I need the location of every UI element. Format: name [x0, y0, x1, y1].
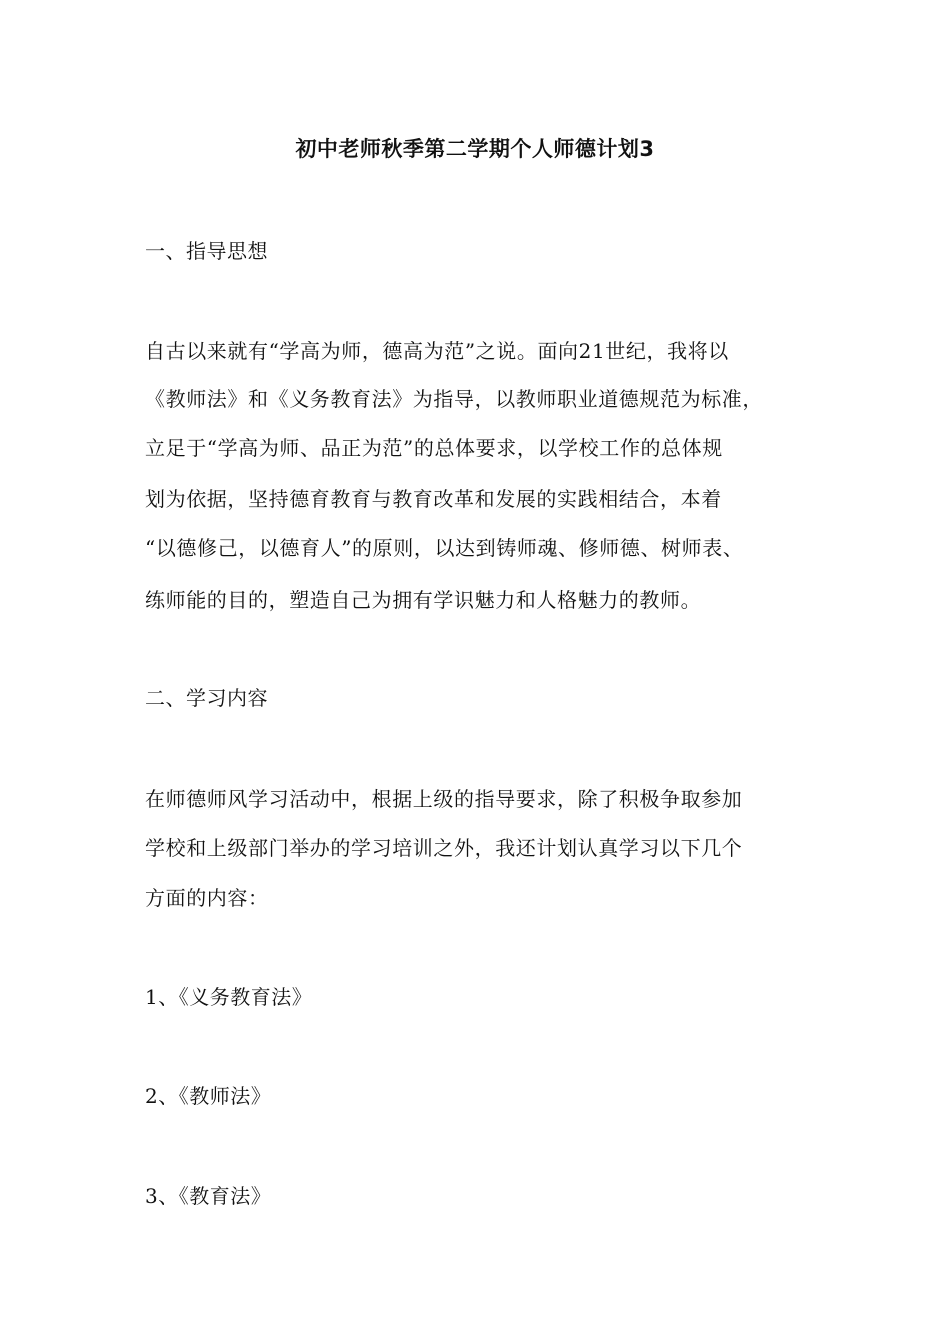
list-item: 3、《教育法》	[145, 1184, 272, 1208]
section-heading-study-content: 二、学习内容	[145, 686, 268, 710]
section-heading-guiding-thought: 一、指导思想	[145, 239, 268, 263]
paragraph-line: 学校和上级部门举办的学习培训之外，我还计划认真学习以下几个	[145, 836, 743, 860]
paragraph-line: 自古以来就有“学高为师，德高为范”之说。面向21世纪，我将以	[145, 339, 729, 363]
paragraph-line: 在师德师风学习活动中，根据上级的指导要求，除了积极争取参加	[145, 787, 743, 811]
document-title: 初中老师秋季第二学期个人师德计划3	[295, 137, 655, 161]
paragraph-line: 立足于“学高为师、品正为范”的总体要求，以学校工作的总体规	[145, 436, 723, 460]
paragraph-line: 《教师法》和《义务教育法》为指导，以教师职业道德规范为标准，	[145, 387, 763, 411]
paragraph-line: 方面的内容：	[145, 886, 269, 910]
paragraph-line: “以德修己，以德育人”的原则，以达到铸师魂、修师德、树师表、	[145, 536, 744, 560]
paragraph-line: 划为依据，坚持德育教育与教育改革和发展的实践相结合，本着	[145, 487, 722, 511]
paragraph-line: 练师能的目的，塑造自己为拥有学识魅力和人格魅力的教师。	[145, 588, 702, 612]
list-item: 1、《义务教育法》	[145, 985, 313, 1009]
list-item: 2、《教师法》	[145, 1084, 272, 1108]
